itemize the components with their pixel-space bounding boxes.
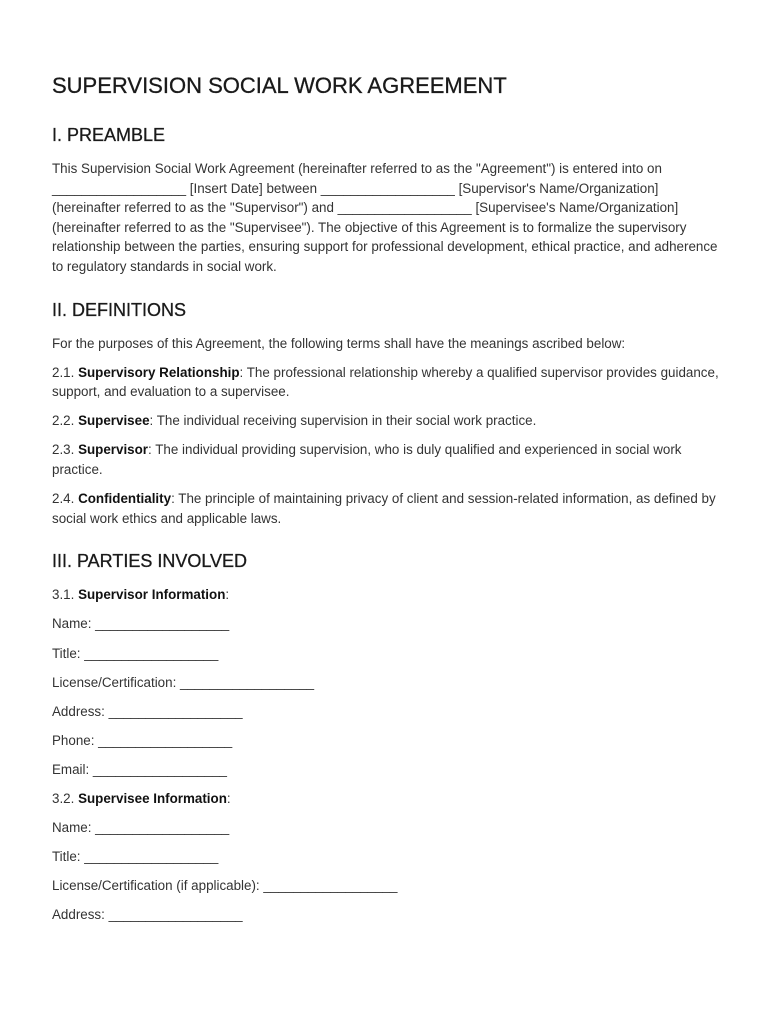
subsection-number: 3.1. [52,587,79,603]
supervisee-blank: __________________ [337,200,472,216]
supervisee-name-field: Name: __________________ [52,820,230,836]
document-page [52,73,722,934]
definition-text: : The professional relationship whereby a qualified supervisor provides guidance, support, and evaluation to a supervisee. [52,364,719,400]
supervisor-info-heading [52,585,722,605]
section-heading-parties: III. PARTIES INVOLVED [52,551,248,572]
supervisee-license-field: License/Certification (if applicable): __________________ [52,878,398,894]
definition-item [52,489,722,528]
preamble-text: This Supervision Social Work Agreement (hereinafter referred to as the "Agreement") is entered into on [52,161,662,176]
subsection-term: Supervisee Information [78,790,227,806]
colon: : [226,790,231,806]
supervisor-license-field: License/Certification: __________________ [52,674,315,690]
supervisor-name-field: Name: __________________ [52,616,230,632]
colon: : [225,587,230,603]
definition-number: 2.4. [52,491,79,507]
definition-term: Confidentiality [78,491,172,507]
definition-number: 2.3. [52,442,79,458]
preamble-text: [Supervisee's Name/Organization] (hereinafter referred to as the "Supervisee"). The objective of this Agreement is to formalize the supervisory relationship between the parties, ensuring support for professional development, ethical practice, and adherence to regulatory standards in social work. [52,200,718,274]
definition-term: Supervisory Relationship [78,364,240,380]
document-title: SUPERVISION SOCIAL WORK AGREEMENT [52,73,507,98]
date-blank: __________________ [52,180,187,196]
supervisee-address-field: Address: __________________ [52,907,243,923]
subsection-term: Supervisor Information [78,587,226,603]
definitions-intro: For the purposes of this Agreement, the following terms shall have the meanings ascribed below: [52,335,626,351]
supervisor-email-field: Email: __________________ [52,761,227,777]
supervisor-phone-field: Phone: __________________ [52,732,233,748]
definition-item [52,363,722,402]
section-heading-preamble: I. PREAMBLE [52,125,166,145]
supervisor-address-field: Address: __________________ [52,703,243,719]
definition-item [52,440,722,479]
definition-term: Supervisee [78,413,150,429]
section-heading-definitions: II. DEFINITIONS [52,299,187,320]
supervisor-blank: __________________ [320,180,455,196]
definition-number: 2.2. [52,413,79,429]
preamble-text: [Supervisor's Name/Organization] (hereinafter referred to as the "Supervisor") and [52,180,659,216]
definition-term: Supervisor [78,442,149,458]
preamble-text: [Insert Date] between [186,180,321,196]
supervisee-title-field: Title: __________________ [52,849,219,865]
preamble-paragraph [52,159,722,277]
definition-text: : The principle of maintaining privacy of client and session-related information, as defined by social work ethics and applicable laws. [52,491,716,526]
supervisor-title-field: Title: __________________ [52,645,219,661]
subsection-number: 3.2. [52,790,79,806]
definition-number: 2.1. [52,364,79,380]
definition-item [52,411,722,431]
definition-text: : The individual providing supervision, who is duly qualified and experienced in social work practice. [52,442,682,478]
definition-text: : The individual receiving supervision in their social work practice. [149,413,537,429]
supervisee-info-heading [52,789,722,809]
